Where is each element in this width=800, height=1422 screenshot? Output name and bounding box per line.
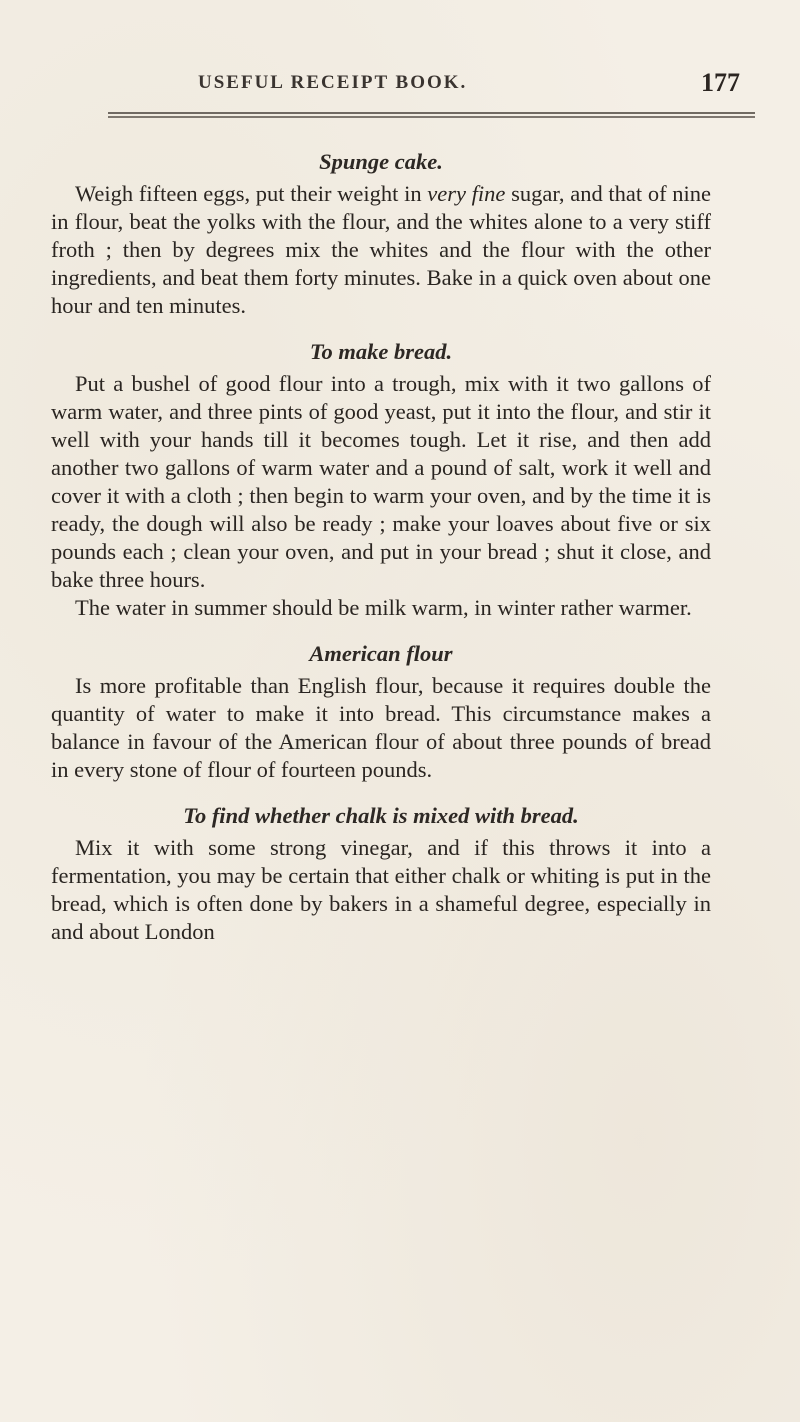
text-segment: sugar, and that of nine in flour, beat the yolks with the flour, and the whites alone to a very stiff froth ; then by degrees mix the whites and the flour with the other ingredients, and beat them forty minutes. Bake in a quick oven about one hour and ten minutes. xyxy=(51,181,711,318)
page-header xyxy=(108,68,758,102)
recipe-text xyxy=(51,180,711,320)
running-head: USEFUL RECEIPT BOOK. xyxy=(198,72,468,93)
recipe-text: Put a bushel of good flour into a trough, mix with it two gallons of warm water, and three pints of good yeast, put it into the flour, and stir it well with your hands till it becomes tough. Let it rise, and then add another two gallons of warm water and a pound of salt, work it well and cover it with a cloth ; then begin to warm your oven, and by the time it is ready, the dough will also be ready ; make your loaves about five or six pounds each ; clean your oven, and put in your bread ; shut it close, and bake three hours. xyxy=(51,371,711,592)
recipe-text: Mix it with some strong vinegar, and if this throws it into a fermentation, you may be certain that either chalk or whiting is put in the bread, which is often done by bakers in a shameful degree, especially in and about London xyxy=(51,835,711,944)
recipe-spunge-cake xyxy=(51,148,711,320)
page-body xyxy=(51,148,711,964)
recipe-text: Is more profitable than English flour, because it requires double the quantity of water to make it into bread. This circumstance makes a balance in favour of the American flour of about three pounds of bread in every stone of flour of fourteen pounds. xyxy=(51,673,711,782)
test-chalk-in-bread xyxy=(51,802,711,946)
page-number: 177 xyxy=(701,68,740,97)
note-american-flour xyxy=(51,640,711,784)
emphasized-text: very fine xyxy=(427,181,506,206)
text-segment: Weigh fifteen eggs, put their weight in xyxy=(75,181,428,206)
recipe-text: The water in summer should be milk warm, in winter rather warmer. xyxy=(75,595,692,620)
recipe-make-bread xyxy=(51,338,711,622)
recipe-title: To find whether chalk is mixed with bread. xyxy=(183,803,579,828)
header-rule xyxy=(108,112,755,118)
recipe-title: American flour xyxy=(309,641,453,666)
recipe-title: Spunge cake. xyxy=(319,149,443,174)
recipe-title: To make bread. xyxy=(309,339,453,364)
